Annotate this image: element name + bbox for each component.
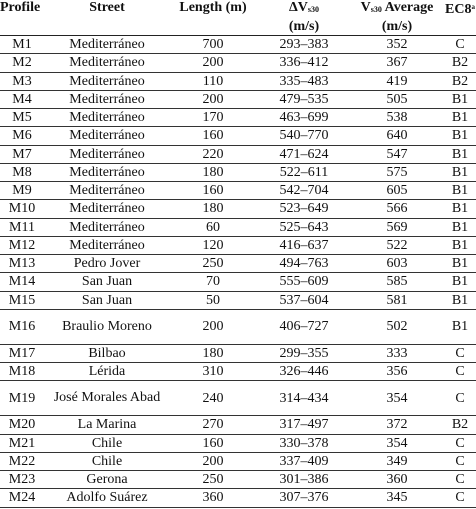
cell-vs30-average: 372 <box>350 416 444 434</box>
header-delta-prefix: ΔV <box>288 0 308 15</box>
cell-vs30-average: 538 <box>350 109 444 127</box>
table-row <box>0 200 476 218</box>
cell-ec8: C <box>444 381 476 416</box>
cell-vs30-average: 345 <box>350 489 444 507</box>
cell-ec8: C <box>444 489 476 507</box>
header-avg-suffix: Average <box>381 0 434 15</box>
cell-vs30-average: 575 <box>350 163 444 181</box>
cell-delta-vs30: 479–535 <box>258 90 350 108</box>
cell-length: 170 <box>168 109 258 127</box>
cell-street: Mediterráneo <box>46 236 168 254</box>
table-row <box>0 255 476 273</box>
cell-street: San Juan <box>46 273 168 291</box>
table-row <box>0 218 476 236</box>
table-row <box>0 127 476 145</box>
cell-street: Mediterráneo <box>46 218 168 236</box>
cell-delta-vs30: 471–624 <box>258 145 350 163</box>
cell-vs30-average: 547 <box>350 145 444 163</box>
cell-street: La Marina <box>46 416 168 434</box>
cell-length: 250 <box>168 471 258 489</box>
cell-profile: M13 <box>0 255 46 273</box>
cell-delta-vs30: 307–376 <box>258 489 350 507</box>
cell-vs30-average: 354 <box>350 434 444 452</box>
table-row <box>0 109 476 127</box>
cell-ec8: C <box>444 452 476 470</box>
header-ec8-footnote: a <box>471 3 475 11</box>
header-vs30-average <box>350 0 444 18</box>
cell-profile: M9 <box>0 182 46 200</box>
cell-delta-vs30: 317–497 <box>258 416 350 434</box>
table-body <box>0 36 476 508</box>
header-delta-units: (m/s) <box>258 18 350 36</box>
cell-length: 160 <box>168 182 258 200</box>
header-length: Length (m) <box>179 0 247 15</box>
cell-ec8: B1 <box>444 90 476 108</box>
cell-profile: M16 <box>0 309 46 344</box>
cell-length: 310 <box>168 363 258 381</box>
cell-vs30-average: 367 <box>350 54 444 72</box>
cell-profile: M4 <box>0 90 46 108</box>
cell-street: José Morales Abad <box>46 381 168 416</box>
cell-delta-vs30: 406–727 <box>258 309 350 344</box>
table-row <box>0 72 476 90</box>
cell-street: Mediterráneo <box>46 182 168 200</box>
cell-length: 160 <box>168 434 258 452</box>
cell-ec8: C <box>444 434 476 452</box>
cell-vs30-average: 360 <box>350 471 444 489</box>
cell-profile: M10 <box>0 200 46 218</box>
cell-street: Chile <box>46 452 168 470</box>
cell-vs30-average: 585 <box>350 273 444 291</box>
cell-length: 70 <box>168 273 258 291</box>
table-row <box>0 182 476 200</box>
header-profile: Profile <box>0 0 41 15</box>
table-row <box>0 163 476 181</box>
cell-delta-vs30: 523–649 <box>258 200 350 218</box>
cell-vs30-average: 354 <box>350 381 444 416</box>
cell-ec8: C <box>444 471 476 489</box>
cell-profile: M14 <box>0 273 46 291</box>
cell-vs30-average: 640 <box>350 127 444 145</box>
cell-delta-vs30: 416–637 <box>258 236 350 254</box>
header-street: Street <box>89 0 125 15</box>
cell-street: Mediterráneo <box>46 36 168 54</box>
cell-length: 240 <box>168 381 258 416</box>
cell-profile: M11 <box>0 218 46 236</box>
cell-vs30-average: 502 <box>350 309 444 344</box>
header-ec8 <box>444 0 476 18</box>
cell-ec8: B1 <box>444 163 476 181</box>
cell-profile: M17 <box>0 344 46 362</box>
cell-length: 200 <box>168 54 258 72</box>
cell-delta-vs30: 293–383 <box>258 36 350 54</box>
header-delta-sub: s30 <box>307 5 319 14</box>
table-row <box>0 416 476 434</box>
cell-profile: M23 <box>0 471 46 489</box>
cell-length: 270 <box>168 416 258 434</box>
table-row <box>0 452 476 470</box>
header-avg-sub: s30 <box>370 5 382 14</box>
cell-profile: M6 <box>0 127 46 145</box>
cell-street: Mediterráneo <box>46 72 168 90</box>
cell-delta-vs30: 336–412 <box>258 54 350 72</box>
cell-ec8: C <box>444 344 476 362</box>
cell-ec8: B2 <box>444 72 476 90</box>
cell-vs30-average: 333 <box>350 344 444 362</box>
cell-delta-vs30: 525–643 <box>258 218 350 236</box>
cell-vs30-average: 356 <box>350 363 444 381</box>
cell-delta-vs30: 542–704 <box>258 182 350 200</box>
cell-length: 200 <box>168 309 258 344</box>
cell-profile: M15 <box>0 291 46 309</box>
cell-street: Gerona <box>46 471 168 489</box>
table-header <box>0 0 476 36</box>
cell-ec8: B1 <box>444 218 476 236</box>
cell-delta-vs30: 337–409 <box>258 452 350 470</box>
cell-length: 120 <box>168 236 258 254</box>
cell-profile: M18 <box>0 363 46 381</box>
cell-ec8: B1 <box>444 109 476 127</box>
cell-profile: M19 <box>0 381 46 416</box>
cell-profile: M21 <box>0 434 46 452</box>
cell-ec8: B1 <box>444 273 476 291</box>
cell-street: Mediterráneo <box>46 200 168 218</box>
table-row <box>0 273 476 291</box>
cell-ec8: B1 <box>444 255 476 273</box>
cell-ec8: B1 <box>444 182 476 200</box>
header-avg-prefix: V <box>360 0 371 15</box>
cell-street: Mediterráneo <box>46 127 168 145</box>
cell-length: 110 <box>168 72 258 90</box>
cell-profile: M12 <box>0 236 46 254</box>
cell-street: Mediterráneo <box>46 54 168 72</box>
cell-ec8: B1 <box>444 236 476 254</box>
cell-length: 200 <box>168 452 258 470</box>
cell-profile: M7 <box>0 145 46 163</box>
cell-vs30-average: 566 <box>350 200 444 218</box>
cell-vs30-average: 352 <box>350 36 444 54</box>
cell-profile: M2 <box>0 54 46 72</box>
cell-delta-vs30: 522–611 <box>258 163 350 181</box>
cell-ec8: B1 <box>444 200 476 218</box>
cell-length: 180 <box>168 163 258 181</box>
cell-profile: M20 <box>0 416 46 434</box>
table-row <box>0 145 476 163</box>
cell-delta-vs30: 540–770 <box>258 127 350 145</box>
header-avg-units: (m/s) <box>350 18 444 36</box>
cell-length: 50 <box>168 291 258 309</box>
cell-length: 360 <box>168 489 258 507</box>
table-row <box>0 363 476 381</box>
cell-vs30-average: 581 <box>350 291 444 309</box>
cell-profile: M5 <box>0 109 46 127</box>
cell-ec8: B1 <box>444 309 476 344</box>
cell-length: 180 <box>168 344 258 362</box>
cell-street: Braulio Moreno <box>46 309 168 344</box>
cell-vs30-average: 603 <box>350 255 444 273</box>
cell-street: Lérida <box>46 363 168 381</box>
cell-length: 160 <box>168 127 258 145</box>
header-ec8-label: EC8 <box>445 2 472 17</box>
cell-length: 200 <box>168 90 258 108</box>
cell-vs30-average: 349 <box>350 452 444 470</box>
cell-street: Mediterráneo <box>46 163 168 181</box>
cell-street: San Juan <box>46 291 168 309</box>
cell-vs30-average: 605 <box>350 182 444 200</box>
cell-delta-vs30: 326–446 <box>258 363 350 381</box>
cell-length: 180 <box>168 200 258 218</box>
cell-ec8: B2 <box>444 416 476 434</box>
table-row <box>0 381 476 416</box>
cell-delta-vs30: 537–604 <box>258 291 350 309</box>
cell-profile: M24 <box>0 489 46 507</box>
table-row <box>0 90 476 108</box>
header-delta-vs30 <box>258 0 350 18</box>
cell-vs30-average: 569 <box>350 218 444 236</box>
cell-vs30-average: 505 <box>350 90 444 108</box>
cell-ec8: C <box>444 36 476 54</box>
cell-delta-vs30: 494–763 <box>258 255 350 273</box>
cell-ec8: B2 <box>444 54 476 72</box>
cell-ec8: B1 <box>444 127 476 145</box>
cell-delta-vs30: 314–434 <box>258 381 350 416</box>
cell-profile: M8 <box>0 163 46 181</box>
cell-street: Chile <box>46 434 168 452</box>
cell-profile: M1 <box>0 36 46 54</box>
cell-profile: M3 <box>0 72 46 90</box>
cell-ec8: B1 <box>444 145 476 163</box>
cell-street: Mediterráneo <box>46 109 168 127</box>
cell-vs30-average: 419 <box>350 72 444 90</box>
cell-length: 220 <box>168 145 258 163</box>
table-row <box>0 471 476 489</box>
table-row <box>0 489 476 507</box>
table-row <box>0 236 476 254</box>
cell-street: Pedro Jover <box>46 255 168 273</box>
cell-delta-vs30: 555–609 <box>258 273 350 291</box>
table-row <box>0 54 476 72</box>
table-row <box>0 434 476 452</box>
cell-delta-vs30: 335–483 <box>258 72 350 90</box>
cell-vs30-average: 522 <box>350 236 444 254</box>
table-row <box>0 309 476 344</box>
cell-ec8: B1 <box>444 291 476 309</box>
cell-street: Mediterráneo <box>46 90 168 108</box>
cell-delta-vs30: 330–378 <box>258 434 350 452</box>
cell-street: Bilbao <box>46 344 168 362</box>
table-row <box>0 36 476 54</box>
cell-profile: M22 <box>0 452 46 470</box>
cell-street: Adolfo Suárez <box>46 489 168 507</box>
cell-length: 250 <box>168 255 258 273</box>
cell-delta-vs30: 299–355 <box>258 344 350 362</box>
cell-delta-vs30: 463–699 <box>258 109 350 127</box>
cell-street: Mediterráneo <box>46 145 168 163</box>
table-row <box>0 291 476 309</box>
cell-length: 700 <box>168 36 258 54</box>
cell-ec8: C <box>444 363 476 381</box>
cell-delta-vs30: 301–386 <box>258 471 350 489</box>
table-row <box>0 344 476 362</box>
cell-length: 60 <box>168 218 258 236</box>
